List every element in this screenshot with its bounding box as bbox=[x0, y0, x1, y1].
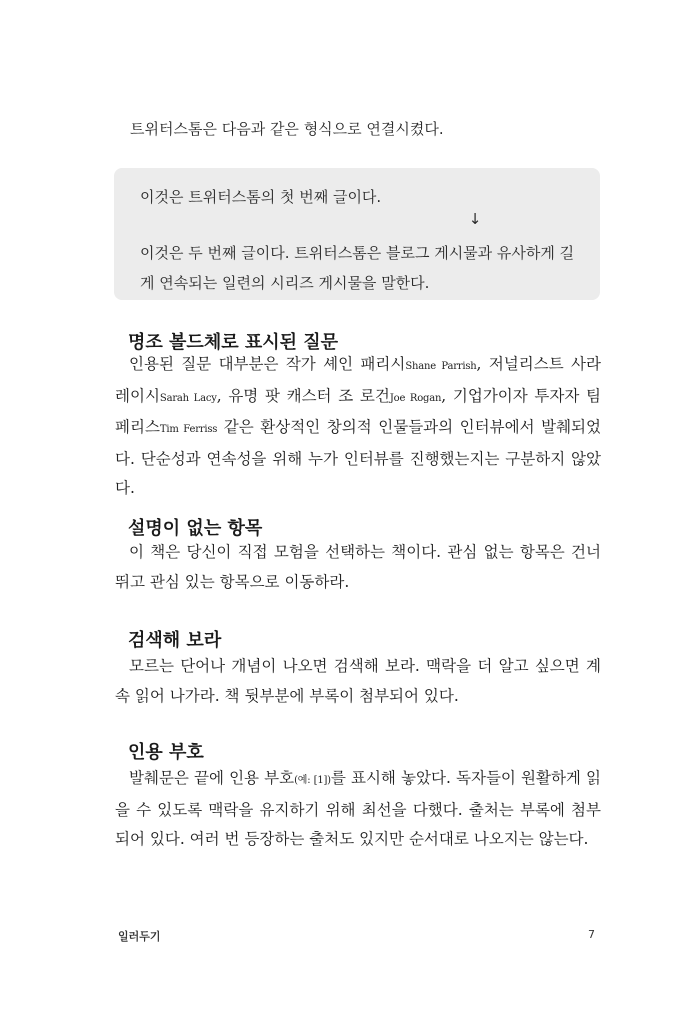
text-run: , 유명 팟 캐스터 조 로건 bbox=[216, 386, 390, 405]
section-heading-no-description: 설명이 없는 항목 bbox=[128, 518, 263, 539]
section-paragraph-search: 모르는 단어나 개념이 나오면 검색해 보라. 맥락을 더 알고 싶으면 계속 읽어 나가라. 책 뒷부분에 부록이 첨부되어 있다. bbox=[115, 657, 601, 705]
intro-sentence: 트위터스톰은 다음과 같은 형식으로 연결시켰다. bbox=[130, 120, 444, 138]
citation-example: (예: [1]) bbox=[294, 775, 331, 786]
section-paragraph-no-description: 이 책은 당신이 직접 모험을 선택하는 책이다. 관심 없는 항목은 건너뛰고 관심 있는 항목으로 이동하라. bbox=[115, 543, 601, 591]
text-run: , 저널리스트 사라 레이시 bbox=[115, 355, 601, 405]
name-annotation: Joe Rogan bbox=[389, 392, 442, 404]
name-annotation: Sarah Lacy bbox=[159, 392, 217, 404]
running-footer-title: 일러두기 bbox=[118, 930, 161, 943]
text-run: , 기업가이자 투자자 팀 페리스 bbox=[115, 386, 602, 436]
callout-first-post: 이것은 트위터스톰의 첫 번째 글이다. bbox=[140, 188, 382, 206]
text-run: 를 표시해 놓았다. 독자들이 원활하게 읽을 수 있도록 맥락을 유지하기 위해 최선을 다했다. 출처는 부록에 첨부되어 있다. 여러 번 등장하는 출처도 있지만 순서대로 나오지는 않는다. bbox=[115, 769, 602, 848]
section-heading-bold-questions: 명조 볼드체로 표시된 질문 bbox=[128, 332, 339, 353]
text-run: 같은 환상적인 창의적 인물들과의 인터뷰에서 발췌되었다. 단순성과 연속성을 위해 누가 인터뷰를 진행했는지는 구분하지 않았다. bbox=[115, 418, 601, 497]
name-annotation: Shane Parrish bbox=[405, 361, 477, 372]
page-number: 7 bbox=[588, 928, 595, 941]
section-paragraph-bold-questions bbox=[115, 350, 601, 504]
text-run: 발췌문은 끝에 인용 부호 bbox=[129, 769, 295, 787]
section-paragraph-citation-marks bbox=[115, 764, 601, 855]
section-heading-citation-marks: 인용 부호 bbox=[128, 742, 204, 763]
name-annotation: Tim Ferriss bbox=[159, 424, 218, 435]
down-arrow-icon: ↓ bbox=[468, 210, 482, 228]
section-heading-search: 검색해 보라 bbox=[128, 630, 222, 651]
example-callout-box bbox=[114, 168, 600, 300]
callout-second-post: 이것은 두 번째 글이다. 트위터스톰은 블로그 게시물과 유사하게 길게 연속되는 일련의 시리즈 게시물을 말한다. bbox=[140, 244, 575, 292]
text-run: 인용된 질문 대부분은 작가 셰인 패리시 bbox=[129, 355, 406, 373]
